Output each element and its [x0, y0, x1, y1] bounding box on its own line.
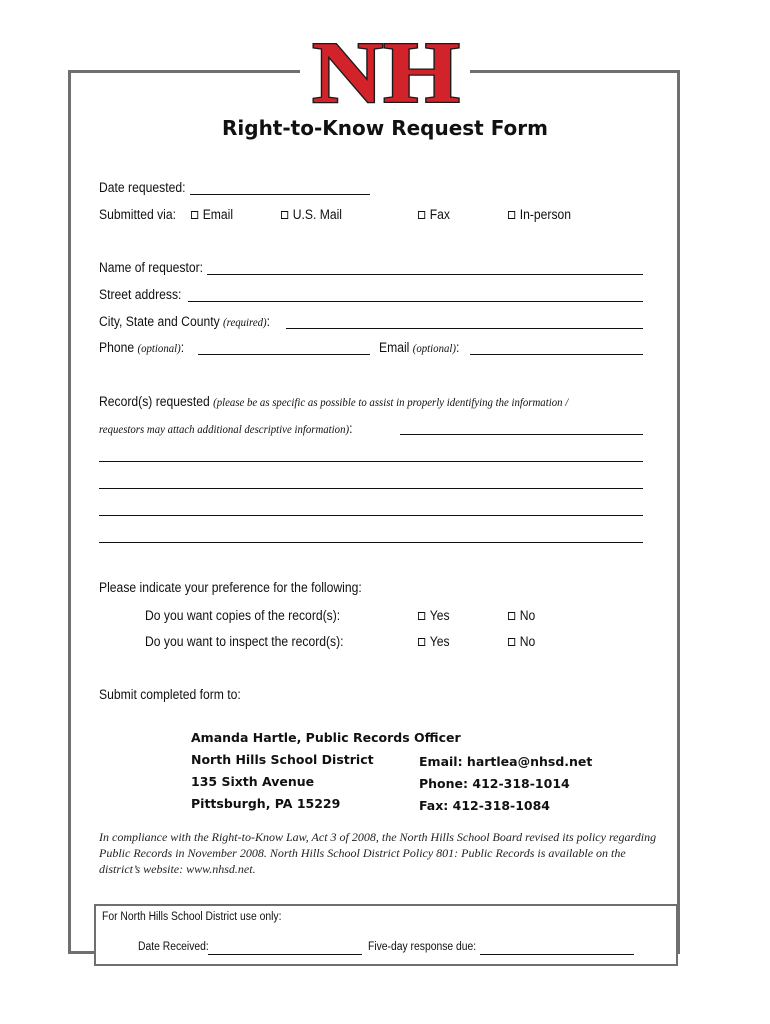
records-colon: :	[349, 421, 353, 436]
city-state-county-field[interactable]	[286, 328, 643, 329]
officer-name: Amanda Hartle, Public Records Officer	[191, 730, 461, 745]
inspect-question: Do you want to inspect the record(s):	[145, 634, 344, 649]
submitted-via-label: Submitted via:	[99, 207, 176, 222]
records-note-line1: (please be as specific as possible to assist in properly identifying the information /	[213, 395, 569, 409]
street-address-label: Street address:	[99, 287, 182, 302]
copies-question: Do you want copies of the record(s):	[145, 608, 341, 623]
checkbox-in-person[interactable]	[508, 207, 571, 222]
date-requested-label: Date requested:	[99, 180, 186, 195]
copies-yes-label: Yes	[429, 608, 450, 623]
checkbox-fax[interactable]	[418, 207, 450, 222]
checkbox-square-icon[interactable]	[418, 211, 425, 219]
checkbox-square-icon[interactable]	[418, 638, 425, 646]
city-line: Pittsburgh, PA 15229	[191, 796, 341, 811]
inspect-no-checkbox[interactable]	[508, 634, 535, 649]
office-use-box	[94, 904, 678, 966]
city-state-county-label	[99, 314, 270, 330]
compliance-note: In compliance with the Right-to-Know Law, Act 3 of 2008, the North Hills School Board revised its policy regarding Public Records in November 2008. North Hills School District Policy 801: Public Records is available on the district’s website: www.nhsd.net.	[99, 830, 657, 876]
checkbox-email[interactable]	[191, 207, 233, 222]
email-label	[379, 340, 459, 356]
checkbox-fax-label: Fax	[429, 207, 450, 222]
copies-no-label: No	[519, 608, 536, 623]
form-frame	[68, 70, 680, 954]
records-field-line-4[interactable]	[99, 515, 643, 516]
records-label-text: Record(s) requested	[99, 394, 210, 409]
city-required-note: (required)	[223, 315, 267, 329]
district-name: North Hills School District	[191, 752, 374, 767]
checkbox-square-icon[interactable]	[508, 211, 515, 219]
phone-label	[99, 340, 184, 356]
checkbox-square-icon[interactable]	[418, 612, 425, 620]
checkbox-email-label: Email	[202, 207, 234, 222]
inspect-yes-checkbox[interactable]	[418, 634, 450, 649]
submit-heading: Submit completed form to:	[99, 687, 241, 702]
name-label: Name of requestor:	[99, 260, 204, 275]
email-colon: :	[455, 340, 460, 355]
inspect-yes-label: Yes	[429, 634, 450, 649]
date-received-field[interactable]	[208, 954, 362, 955]
email-field[interactable]	[470, 354, 643, 355]
form-title: Right-to-Know Request Form	[222, 116, 548, 140]
records-field-line-3[interactable]	[99, 488, 643, 489]
preference-heading: Please indicate your preference for the following:	[99, 580, 362, 595]
copies-yes-checkbox[interactable]	[418, 608, 450, 623]
response-due-field[interactable]	[480, 954, 634, 955]
records-note-line2-text: requestors may attach additional descriptive information)	[99, 422, 350, 436]
name-field[interactable]	[207, 274, 643, 275]
phone-label-text: Phone	[99, 340, 135, 355]
response-due-label: Five-day response due:	[368, 941, 477, 953]
email-label-text: Email	[379, 340, 410, 355]
records-field-line-1[interactable]	[400, 434, 643, 435]
inspect-no-label: No	[519, 634, 536, 649]
city-label-text: City, State and County	[99, 314, 220, 329]
phone-optional-note: (optional)	[137, 341, 181, 355]
checkbox-in-person-label: In-person	[519, 207, 572, 222]
city-colon: :	[266, 314, 271, 329]
copies-no-checkbox[interactable]	[508, 608, 535, 623]
date-requested-field[interactable]	[190, 194, 370, 195]
checkbox-us-mail-label: U.S. Mail	[292, 207, 342, 222]
phone-colon: :	[180, 340, 185, 355]
street-line: 135 Sixth Avenue	[191, 774, 315, 789]
contact-phone: Phone: 412-318-1014	[419, 776, 570, 791]
date-received-label: Date Received:	[138, 941, 209, 953]
checkbox-us-mail[interactable]	[281, 207, 342, 222]
checkbox-square-icon[interactable]	[508, 612, 515, 620]
logo-text: NH	[312, 32, 460, 112]
street-address-field[interactable]	[188, 301, 643, 302]
phone-field[interactable]	[198, 354, 370, 355]
records-requested-label	[99, 394, 568, 410]
checkbox-square-icon[interactable]	[191, 211, 198, 219]
nh-logo	[308, 32, 464, 112]
records-note-line2	[99, 421, 352, 437]
checkbox-square-icon[interactable]	[508, 638, 515, 646]
records-field-line-2[interactable]	[99, 461, 643, 462]
office-use-heading: For North Hills School District use only:	[102, 911, 282, 923]
records-field-line-5[interactable]	[99, 542, 643, 543]
contact-fax: Fax: 412-318-1084	[419, 798, 551, 813]
checkbox-square-icon[interactable]	[281, 211, 288, 219]
email-optional-note: (optional)	[412, 341, 456, 355]
contact-email: Email: hartlea@nhsd.net	[419, 754, 593, 769]
